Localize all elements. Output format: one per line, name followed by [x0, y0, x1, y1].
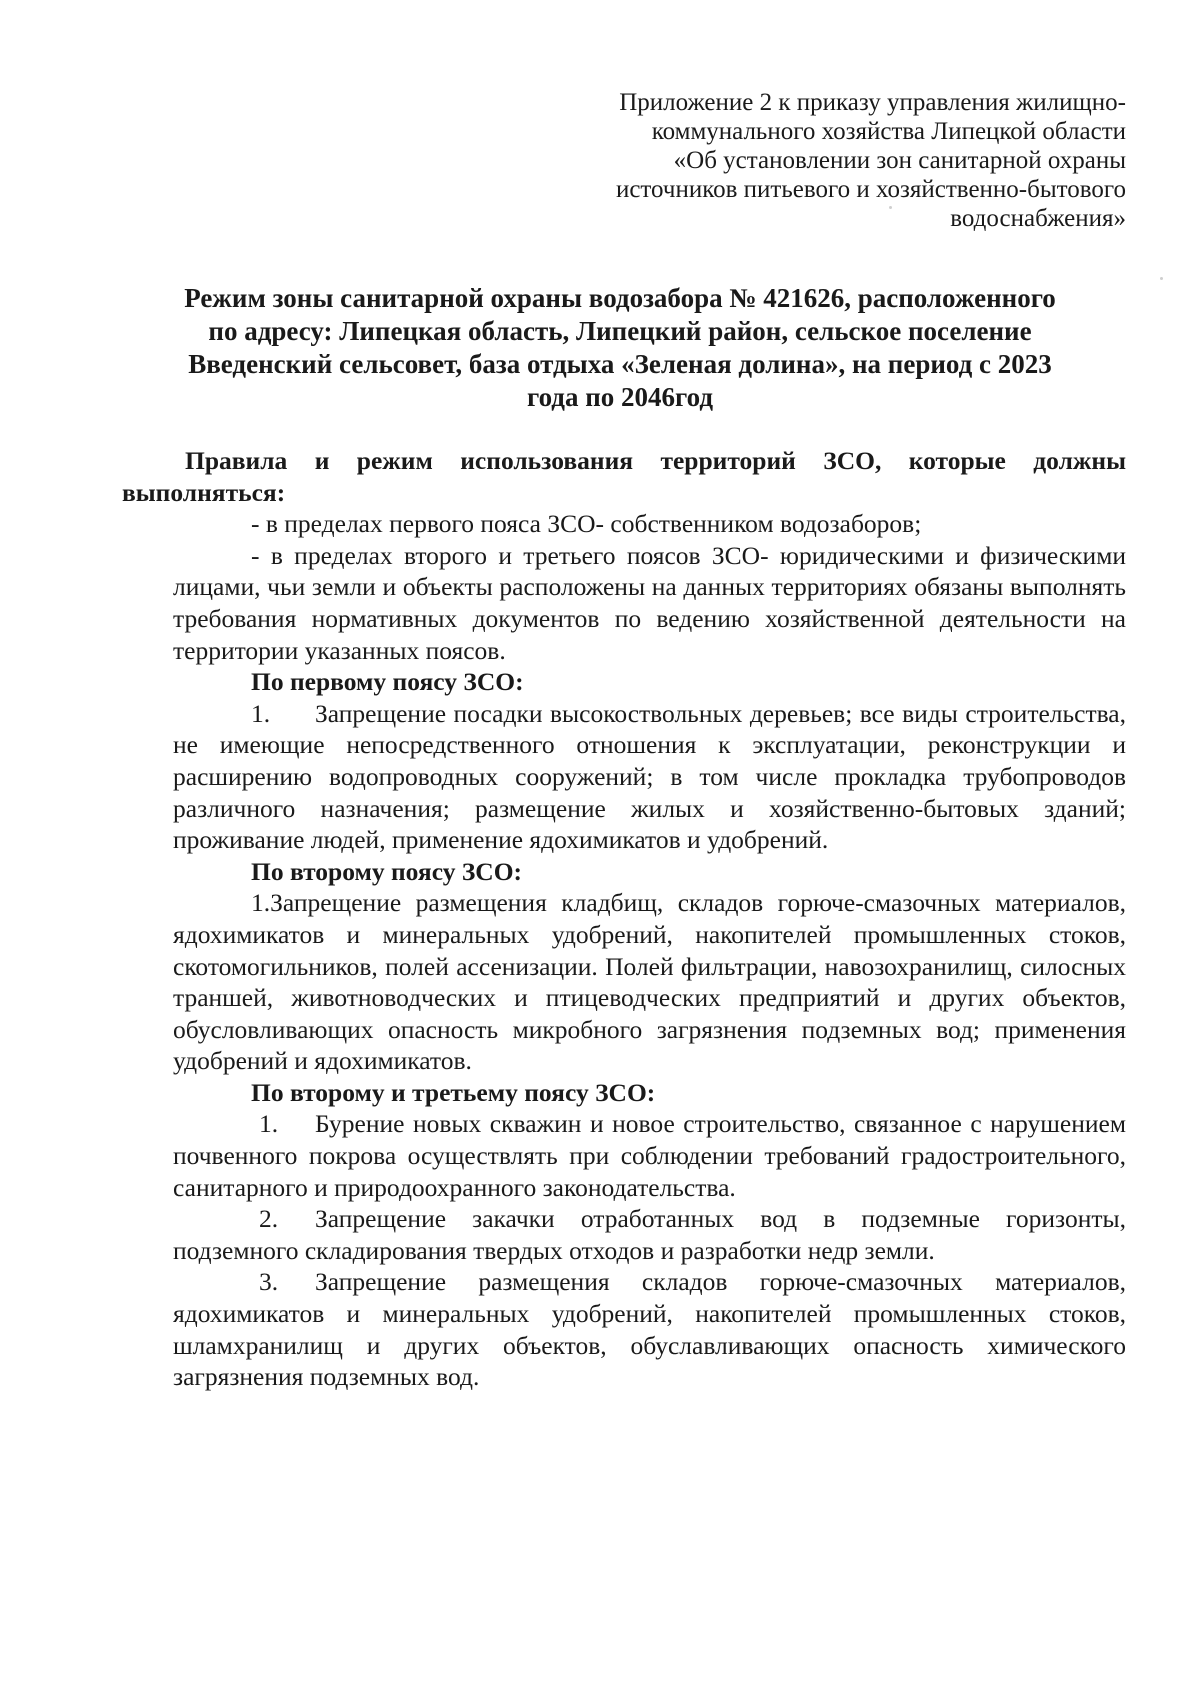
- appendix-line: водоснабжения»: [950, 205, 1126, 232]
- appendix-line: коммунального хозяйства Липецкой области: [651, 118, 1126, 145]
- title-line: Введенский сельсовет, база отдыха «Зеленая долина», на период с 2023: [188, 349, 1052, 379]
- item-text: Бурение новых скважин и новое строительство, связанное с нарушением почвенного покрова осуществлять при соблюдении требований градостроительного, санитарного и природоохранного законодательства.: [173, 1109, 1126, 1202]
- item-text: Запрещение закачки отработанных вод в подземные горизонты, подземного складирования твердых отходов и разработки недр земли.: [173, 1204, 1126, 1265]
- title-line: по адресу: Липецкая область, Липецкий район, сельское поселение: [208, 316, 1032, 346]
- zone1-item: [173, 698, 1126, 856]
- rules-heading: Правила и режим использования территорий ЗСО, которые должны выполняться:: [122, 446, 1126, 507]
- title-line: года по 2046год: [527, 382, 713, 412]
- rules-item-first-zone: - в пределах первого пояса ЗСО- собственником водозаборов;: [251, 509, 922, 539]
- zone23-item: [173, 1266, 1126, 1392]
- appendix-line: Приложение 2 к приказу управления жилищно-: [619, 89, 1126, 116]
- appendix-line: «Об установлении зон санитарной охраны: [673, 147, 1126, 174]
- item-text: Запрещение посадки высокоствольных деревьев; все виды строительства, не имеющие непосредственного отношения к эксплуатации, реконструкции и расширению водопроводных сооружений; в том числе прокладка трубопроводов различного назначения; размещение жилых и хозяйственно-бытовых зданий; проживание людей, применение ядохимикатов и удобрений.: [173, 698, 1126, 855]
- zone23-item: [173, 1203, 1126, 1266]
- document-body: [122, 445, 1126, 1393]
- item-number: 3.: [259, 1267, 279, 1297]
- zone2-heading: По второму поясу ЗСО:: [251, 856, 523, 886]
- appendix-line: источников питьевого и хозяйственно-бытового: [615, 176, 1126, 203]
- appendix-note: [560, 88, 1126, 233]
- item-number: 1.: [251, 698, 271, 728]
- item-number: 2.: [259, 1204, 279, 1234]
- zone23-item: [173, 1108, 1126, 1203]
- zone1-heading: По первому поясу ЗСО:: [251, 667, 524, 697]
- rules-item-second-third-zone: - в пределах второго и третьего поясов ЗСО- юридическими и физическими лицами, чьи земли и объекты расположены на данных территориях обязаны выполнять требования нормативных документов по ведению хозяйственной деятельности на территории указанных поясов.: [173, 540, 1126, 665]
- scan-speck: [889, 206, 892, 209]
- document-title: [140, 282, 1100, 414]
- zone2-item: 1.Запрещение размещения кладбищ, складов горюче-смазочных материалов, ядохимикатов и минеральных удобрений, накопителей промышленных стоков, скотомогильников, полей ассенизации. Полей фильтрации, навозохранилищ, силосных траншей, животноводческих и птицеводческих предприятий и других объектов, обусловливающих опасность микробного загрязнения подземных вод; применения удобрений и ядохимикатов.: [173, 888, 1126, 1076]
- zone23-heading: По второму и третьему поясу ЗСО:: [251, 1077, 656, 1107]
- item-text: Запрещение размещения складов горюче-смазочных материалов, ядохимикатов и минеральных удобрений, накопителей промышленных стоков, шламхранилищ и других объектов, обуславливающих опасность химического загрязнения подземных вод.: [173, 1267, 1126, 1392]
- title-line: Режим зоны санитарной охраны водозабора № 421626, расположенного: [184, 283, 1056, 313]
- scan-speck: [1160, 277, 1163, 280]
- item-number: 1.: [259, 1109, 279, 1139]
